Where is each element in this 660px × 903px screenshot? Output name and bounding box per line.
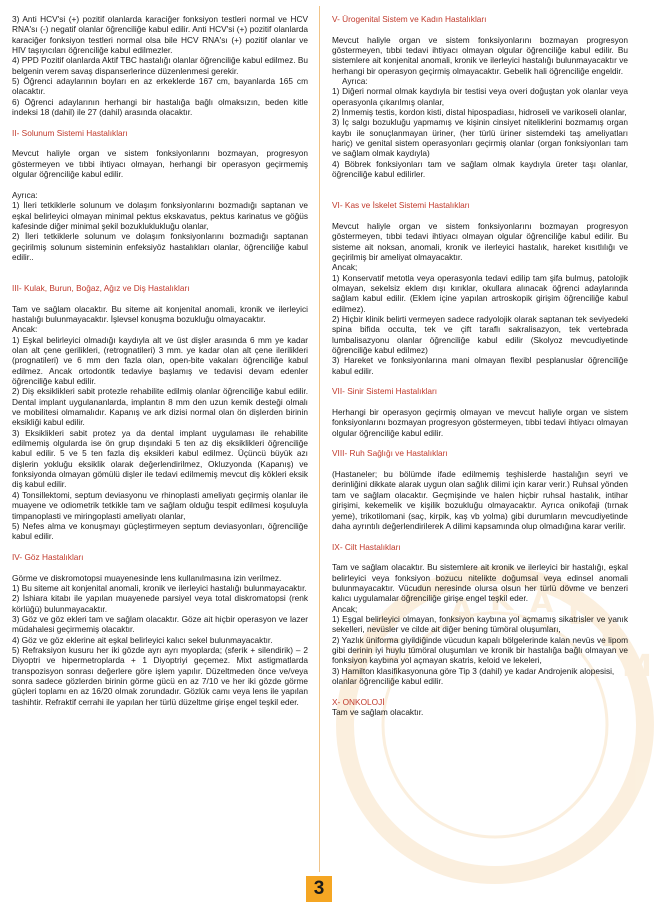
list-item: 5) Refraksiyon kusuru her iki gözde ayrı ayrı myoplarda; (sferik + silendirik) – 2 Diyoptri ve hipermetroplarda + 1 Diyoptriyi geçemez. Mixt astigmatlarda transpozisyon sonrası değerlere göre işlem yapılır. Düzeltmeden önce ve/veya sonra sadece gözlerden birinin görme gücü en az 7/10 ve her iki gözde görme güçleri toplamı en az 16/20 olmak zorundadır. Gözlük camı veya lens ile yapılan tashihtir. Refraktif cerrahi ile yapılan her türlü düzeltme girişe engel teşkil eder. [12,644,308,707]
paragraph: (Hastaneler; bu bölümde ifade edilmemiş teşhislerde hastalığın seyri ve derinliğini dikkate alarak uygun olan sağlık dilimi için karar verir.) Ruhsal yönden tam ve sağlam olacaktır. Geçmişinde ve halen hiçbir ruhsal hastalık, intihar girişimi, kekemelik ve kişilik bozukluğu olmayacaktır. Ayrıca onikofaji (tırnak yeme), trikotilomani (saç, kirpik, kaş vb yolma) gibi durumların mevcudiyetinde daha ayrıntılı değerlendirilerek A dilimi kapsamında olup olmadığına karar verilir. [332,469,628,531]
section-heading: VIII- Ruh Sağlığı ve Hastalıkları [332,448,448,459]
left-column [12,14,308,707]
list-item: 2) İleri tetkiklerle solunum ve dolaşım fonksiyonlarını bozmadığı saptanan geçirilmiş solunum sisteminin enfeksiyöz hastalıkları olanlar, öğrenciliğe kabul edilir.. [12,231,308,262]
section-heading: VII- Sinir Sistemi Hastalıkları [332,386,438,397]
paragraph: Tam ve sağlam olacaktır. [332,707,424,718]
list-item: 3) Göz ve göz ekleri tam ve sağlam olacaktır. Göze ait hiçbir operasyon ve lazer müdahalesi geçirmemiş olacaktır. [12,613,308,635]
paragraph: Görme ve diskromotopsi muayenesinde lens kullanılmasına izin verilmez. [12,572,282,583]
list-item: 3) İç salgı bozukluğu yapmamış ve kişinin cinsiyet niteliklerini bozmamış organ kaybı ile sonuçlanmayan üriner, (her türlü üriner sistemdeki taş ameliyatları hariç) ve genital sistem operasyonları geçirmiş olanlar (organ fonksiyonları tam ve sağlam olmak kaydıyla) [332,117,628,159]
list-item: 5) Nefes alma ve konuşmayı güçleştirmeyen septum deviasyonları, öğrenciliğe kabul edilir. [12,520,308,542]
paragraph: Mevcut haliyle organ ve sistem fonksiyonlarını bozmayan, progresyon göstermeyen ve tıbbi ihtiyacı olmayan, herhangi bir operasyon geçirmemiş olgular öğrenciliğe kabul edilir. [12,148,308,180]
paragraph: Mevcut haliyle organ ve sistem fonksiyonlarını bozmayan progresyon göstermeyen, tıbbi tedavi ihtiyacı olmayan olgular öğrenciliğe kabul edilir. Bu sistemlere ait konjenital anomali, kronik ve ilerleyici hastalığı bulunmayacaktır ve herhangi bir operasyon geçirmiş olmayacaktır. Gebelik hali öğrenciliğe engeldir. [332,34,628,76]
section-heading: III- Kulak, Burun, Boğaz, Ağız ve Diş Hastalıkları [12,282,190,293]
list-item: 2) İnmemiş testis, kordon kisti, distal hipospadiası, hidroseli ve varikoseli olanlar, [332,107,627,118]
list-item: 1) İleri tetkiklerle solunum ve dolaşım fonksiyonlarını bozmadığı saptanan ve eşkal belirleyici olmayan minimal pektus ekskavatus, pektus karinatus ve göğüs kafesinde diğer minimal şekil bozukluklukluğu olanlar, [12,200,308,231]
list-item: 3) Hareket ve fonksiyonlarına mani olmayan flexibl pesplanuslar öğrenciliğe kabul edilir. [332,355,628,376]
list-item: 2) Hiçbir klinik belirti vermeyen sadece radyolojik olarak saptanan tek seviyedeki spina bifida occulta, tek ve çift taraflı sakralisazyon, tek vertebrada lumbalisazyonu olanlar öğrenciliğe kabul edilir (Skolyoz mevcudiyetinde öğrenciliğe kabul edilmez) [332,313,628,355]
list-item: 2) İshiara kitabı ile yapılan muayenede parsiyel veya total diskromatopsi (renk körlüğü) bulunmayacaktır. [12,593,308,614]
paragraph: 3) Anti HCV'si (+) pozitif olanlarda karaciğer fonksiyon testleri normal ve HCV RNA'sı (-) negatif olanlar öğrenciliğe kabul edilir. Anti HCV'si (+) pozitif olanlarda karaciğer fonksiyon testleri normal olsa bile HCV RNA'sı (+) pozitif olanlar ve HIV taşıyıcıları öğrenciliğe kabul edilmezler. [12,14,308,56]
list-item: Ancak; [332,262,358,273]
list-item: 4) Tonsillektomi, septum deviasyonu ve rhinoplasti ameliyatı geçirmiş olanlar ile muayene ve odiometrik tetkikle tam ve sağlam olduğu tespit edilmesi koşuluyla timpanoplasti ve miringoplasti ameliyatı olanlar, [12,489,308,521]
list-item: 1) Eşgal belirleyici olmayan, fonksiyon kaybına yol açmamış sikatrisler ve yanık sekelleri, nevüsler ve cilde ait diğer bening tümöral oluşumları, [332,613,628,635]
list-item: 1) Bu siteme ait konjenital anomali, kronik ve ilerleyici hastalığı bulunmayacaktır. [12,582,307,593]
list-item: 1) Eşkal belirleyici olmadığı kaydıyla alt ve üst dişler arasında 6 mm ye kadar olan alt çene gerilikleri, (retrognatileri) 3 mm. ye kadar olan alt çene ilerilikleri (prognatileri) ve 6 mm den fazla olan, open-bite vakaları öğrenciliğe kabul edilmez. Ancak ortodontik tedaviye başlamış ve tedavisi devam edenler öğrenciliğe kabul edilir. [12,334,308,387]
list-item: 4) Böbrek fonksiyonları tam ve sağlam olmak kaydıyla üreter taşı olanlar, öğrenciliğe kabul edilirler. [332,158,628,180]
list-item: olanlar öğrenciliğe kabul edilir. [332,676,444,686]
list-item: Ayrıca: [12,189,38,200]
page-number: 3 [306,876,332,902]
list-item: 3) Hamilton klasifikasyonuna göre Tip 3 (dahil) ye kadar Androjenik alopesisi, [332,665,615,676]
list-item: 2) Yazlık üniforma giyildiğinde vücudun kapalı bölgelerinde kalan nevüs ve lipom gibi derinin iyi huylu tümöral oluşumları ve kronik bir hastalığa bağlı olmayan ve fonksiyon kaybına yol açmayan skatris, keloid ve lekeleri, [332,634,628,666]
list-item: Ayrıca: [342,76,368,87]
section-heading: II- Solunum Sistemi Hastalıkları [12,127,128,138]
list-item: 3) Eksiklikleri sabit protez ya da dental implant uygulaması ile rehabilite edilmemiş olgularda ise ön grup dışındaki 5 ten az diş eksiklikleri öğrenciliğe kabul edilir. 5 ve 5 ten fazla diş eksikleri kabul edilmez. Üçüncü büyük azı dişlerin yokluğu eksiklik olarak değerlendirilmez, Okluzyonda (Kapanış) ve fonksiyonda olmayan gömülü dişler ile tedavi edilmemiş mevcut diş kökleri eksik diş kabul edilir. [12,427,308,490]
paragraph: 4) PPD Pozitif olanlarda Aktif TBC hastalığı olanlar öğrenciliğe kabul edilmez. Bu belgenin verem savaş dispanserlerince düzenlenmesi gerekir. [12,55,308,76]
paragraph: 5) Öğrenci adaylarının boyları en az erkeklerde 167 cm, bayanlarda 165 cm olacaktır. [12,76,308,97]
list-item: 2) Diş eksiklikleri sabit protezle rehabilite edilmiş olanlar öğrenciliğe kabul edilir. Dental implant uygulananlarda, implantın 8 mm den uzun kemik desteği olmalı ve mobilitesi olmamalıdır. Kapanış ve ark dizisi normal olan ön dişlerden birinin eksikliği kabul edilir. [12,386,308,428]
section-heading: V- Ürogenital Sistem ve Kadın Hastalıkları [332,14,487,24]
list-item: Ancak; [332,603,358,614]
section-heading: VI- Kas ve İskelet Sistemi Hastalıkları [332,200,470,211]
section-heading: IV- Göz Hastalıkları [12,551,84,562]
list-item: Ancak: [12,324,38,335]
section-heading: X- ONKOLOJİ [332,696,385,707]
paragraph: 6) Öğrenci adaylarının herhangi bir hastalığa bağlı olmaksızın, beden kitle indeksi 18 (dahil) ile 27 (dahil) arasında olacaktır. [12,96,308,118]
svg-text:İS AKA DEM: İS A K A DEM [348,583,652,708]
column-divider [319,6,320,872]
list-item: 1) Diğeri normal olmak kaydıyla bir testisi veya overi doğuştan yok olanlar veya operasyonla çıkarılmış olanlar, [332,86,628,107]
paragraph: Herhangi bir operasyon geçirmiş olmayan ve mevcut haliyle organ ve sistem fonksiyonlarını bozmayan progresyon göstermeyen, tıbbi tedavi ihtiyacı olmayan olgular öğrenciliğe kabul edilir. [332,407,628,438]
paragraph: Mevcut haliyle organ ve sistem fonksiyonlarını bozmayan progresyon göstermeyen, tıbbi tedavi ihtiyacı olmayan olgular öğrenciliğe kabul edilir. Bu sisteme ait noksan, anomali, kronik ve ilerleyici hastalık, hareket kısıtlılığı ve geçirilmiş bir ameliyat olmayacaktır. [332,220,628,262]
section-heading: IX- Cilt Hastalıkları [332,541,401,552]
right-column [332,14,628,717]
paragraph: Tam ve sağlam olacaktır. Bu sistemlere ait kronik ve ilerleyici bir hastalığı, eşkal belirleyici veya fonksiyon bozucu nitelikte doğumsal veya edinsel anomali bulunmayacaktır. Vücudun neresinde olursa olsun her türlü dövme ve benzeri kalıcı uygulamalar öğrenciliğe girişe engel teşkil eder. [332,562,628,604]
paragraph: Tam ve sağlam olacaktır. Bu siteme ait konjenital anomali, kronik ve ilerleyici hastalığı bulunmayacaktır. İşlevsel konuşma bozukluğu olmayacaktır. [12,303,308,324]
list-item: 4) Göz ve göz eklerine ait eşkal belirleyici kalıcı sekel bulunmayacaktır. [12,634,273,645]
list-item: 1) Konservatif metotla veya operasyonla tedavi edilip tam şifa bulmuş, patolojik olmayan, sekelsiz eklem dışı kırıklar, okullara alınacak öğrenci adaylarında sağlam kabul edilir. (Eklem içine yapılan artroskopik girişim öğrenciliğe kabul edilmez). [332,272,628,314]
